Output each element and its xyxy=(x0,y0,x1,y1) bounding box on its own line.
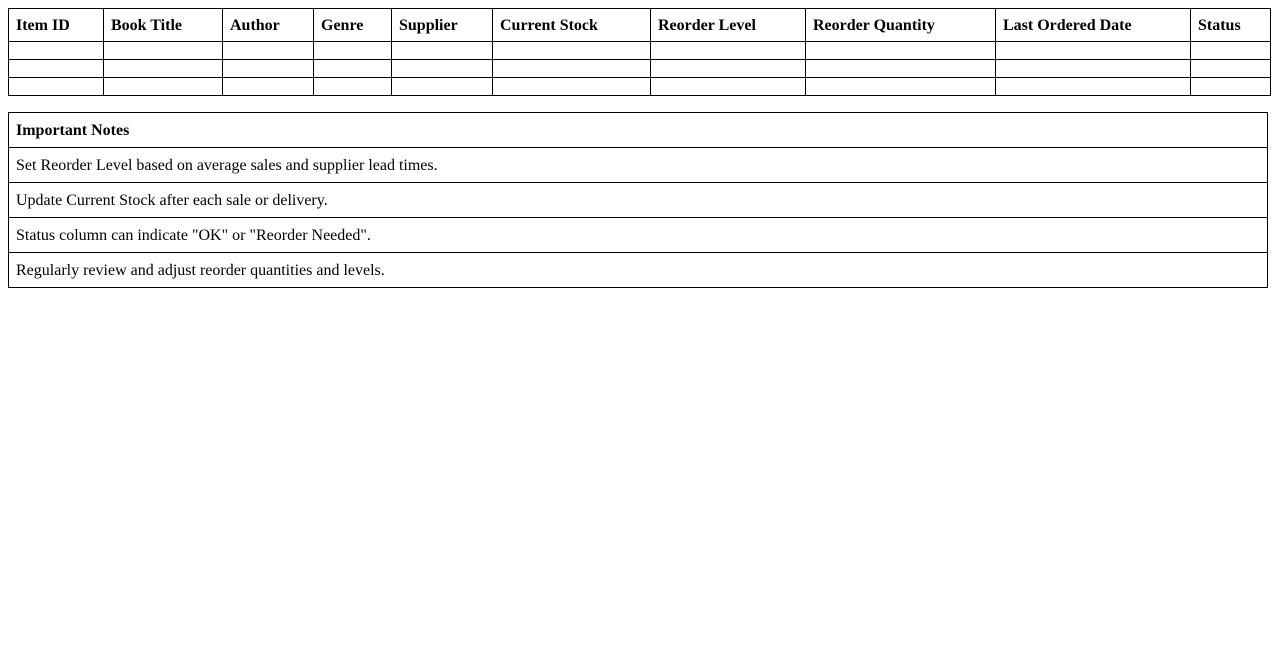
empty-cell xyxy=(806,42,996,60)
empty-cell xyxy=(806,78,996,96)
empty-cell xyxy=(651,42,806,60)
inventory-header-row xyxy=(9,9,1271,42)
empty-cell xyxy=(806,60,996,78)
inventory-empty-row xyxy=(9,60,1271,78)
header-cell-current-stock: Current Stock xyxy=(493,9,651,42)
header-cell-reorder-quantity: Reorder Quantity xyxy=(806,9,996,42)
empty-cell xyxy=(392,42,493,60)
empty-cell xyxy=(651,60,806,78)
empty-cell xyxy=(9,78,104,96)
empty-cell xyxy=(314,42,392,60)
inventory-empty-row xyxy=(9,78,1271,96)
notes-header-row xyxy=(9,113,1268,148)
header-cell-book-title: Book Title xyxy=(104,9,223,42)
empty-cell xyxy=(223,42,314,60)
important-notes-table xyxy=(8,112,1268,288)
empty-cell xyxy=(996,78,1191,96)
empty-cell xyxy=(493,42,651,60)
notes-header-cell: Important Notes xyxy=(9,113,1268,148)
note-cell: Status column can indicate "OK" or "Reorder Needed". xyxy=(9,218,1268,253)
empty-cell xyxy=(314,78,392,96)
header-cell-author: Author xyxy=(223,9,314,42)
header-cell-supplier: Supplier xyxy=(392,9,493,42)
empty-cell xyxy=(9,42,104,60)
inventory-empty-row xyxy=(9,42,1271,60)
empty-cell xyxy=(996,60,1191,78)
note-row xyxy=(9,183,1268,218)
empty-cell xyxy=(651,78,806,96)
header-cell-item-id: Item ID xyxy=(9,9,104,42)
note-row xyxy=(9,218,1268,253)
empty-cell xyxy=(1191,60,1271,78)
note-cell: Regularly review and adjust reorder quantities and levels. xyxy=(9,253,1268,288)
empty-cell xyxy=(9,60,104,78)
header-cell-reorder-level: Reorder Level xyxy=(651,9,806,42)
note-cell: Set Reorder Level based on average sales and supplier lead times. xyxy=(9,148,1268,183)
empty-cell xyxy=(1191,42,1271,60)
header-cell-last-ordered-date: Last Ordered Date xyxy=(996,9,1191,42)
empty-cell xyxy=(223,78,314,96)
note-row xyxy=(9,148,1268,183)
header-cell-status: Status xyxy=(1191,9,1271,42)
empty-cell xyxy=(104,60,223,78)
header-cell-genre: Genre xyxy=(314,9,392,42)
empty-cell xyxy=(1191,78,1271,96)
empty-cell xyxy=(493,60,651,78)
note-cell: Update Current Stock after each sale or delivery. xyxy=(9,183,1268,218)
empty-cell xyxy=(493,78,651,96)
empty-cell xyxy=(392,60,493,78)
inventory-table xyxy=(8,8,1271,96)
empty-cell xyxy=(392,78,493,96)
empty-cell xyxy=(314,60,392,78)
note-row xyxy=(9,253,1268,288)
empty-cell xyxy=(996,42,1191,60)
empty-cell xyxy=(104,78,223,96)
empty-cell xyxy=(223,60,314,78)
empty-cell xyxy=(104,42,223,60)
